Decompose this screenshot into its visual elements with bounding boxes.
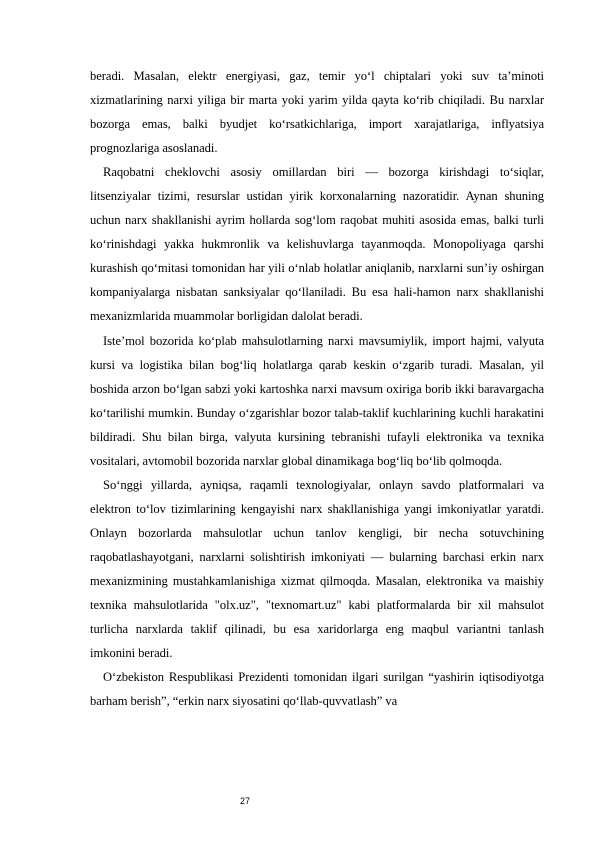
paragraph-tariff-review: beradi. Masalan, elektr energiyasi, gaz, temir yo‘l chiptalari yoki suv ta’minoti xizmatlarining narxi yiliga bir marta yoki yarim yilda qayta ko‘rib chiqiladi. Bu narxlar bozorga emas, balki byudjet ko‘rsatkichlariga, import xarajatlariga, inflyatsiya prognozlariga asoslanadi. [90, 69, 544, 156]
paragraph-competition-barriers: Raqobatni cheklovchi asosiy omillardan biri — bozorga kirishdagi to‘siqlar, litsenziyalar tizimi, resurslar ustidan yirik korxonalarning nazoratidir. Aynan shuning uchun narx shakllanishi ayrim hollarda sog‘lom raqobat muhiti asosida emas, balki turli ko‘rinishdagi yakka hukmronlik va kelishuvlarga tayanmoqda. Monopoliyaga qarshi kurashish qo‘mitasi tomonidan har yili o‘nlab holatlar aniqlanib, narxlarni sun’iy oshirgan kompaniyalarga nisbatan sanksiyalar qo‘llaniladi. Bu esa hali-hamon narx shakllanishi mexanizmlarida muammolar borligidan dalolat beradi. [90, 165, 544, 324]
page-number: 27 [239, 796, 250, 806]
paragraph-digital-platforms: So‘nggi yillarda, ayniqsa, raqamli texnologiyalar, onlayn savdo platformalari va elektron to‘lov tizimlarining kengayishi narx shakllanishiga yangi imkoniyatlar yaratdi. Onlayn bozorlarda mahsulotlar uchun tanlov kengligi, bir necha sotuvchining raqobatlashayotgani, narxlarni solishtirish imkoniyati — bularning barchasi erkin narx mexanizmining mustahkamlanishiga xizmat qilmoqda. Masalan, elektronika va maishiy texnika mahsulotlarida "olx.uz", "texnomart.uz" kabi platformalarda bir xil mahsulot turlicha narxlarda taklif qilinadi, bu esa xaridorlarga eng maqbul variantni tanlash imkonini beradi. [90, 477, 544, 661]
paragraph-president-policy: O‘zbekiston Respublikasi Prezidenti tomonidan ilgari surilgan “yashirin iqtisodiyotga barham berish”, “erkin narx siyosatini qo‘llab-quvvatlash” va [90, 670, 544, 709]
paragraph-consumer-market-prices: Iste’mol bozorida ko‘plab mahsulotlarning narxi mavsumiylik, import hajmi, valyuta kursi va logistika bilan bog‘liq holatlarga qarab keskin o‘zgarib turadi. Masalan, yil boshida arzon bo‘lgan sabzi yoki kartoshka narxi mavsum oxiriga borib ikki baravargacha ko‘tarilishi mumkin. Bunday o‘zgarishlar bozor talab-taklif kuchlarining kuchli harakatini bildiradi. Shu bilan birga, valyuta kursining tebranishi tufayli elektronika va texnika vositalari, avtomobil bozorida narxlar global dinamikaga bog‘liq bo‘lib qolmoqda. [90, 333, 544, 468]
document-page [90, 64, 544, 713]
